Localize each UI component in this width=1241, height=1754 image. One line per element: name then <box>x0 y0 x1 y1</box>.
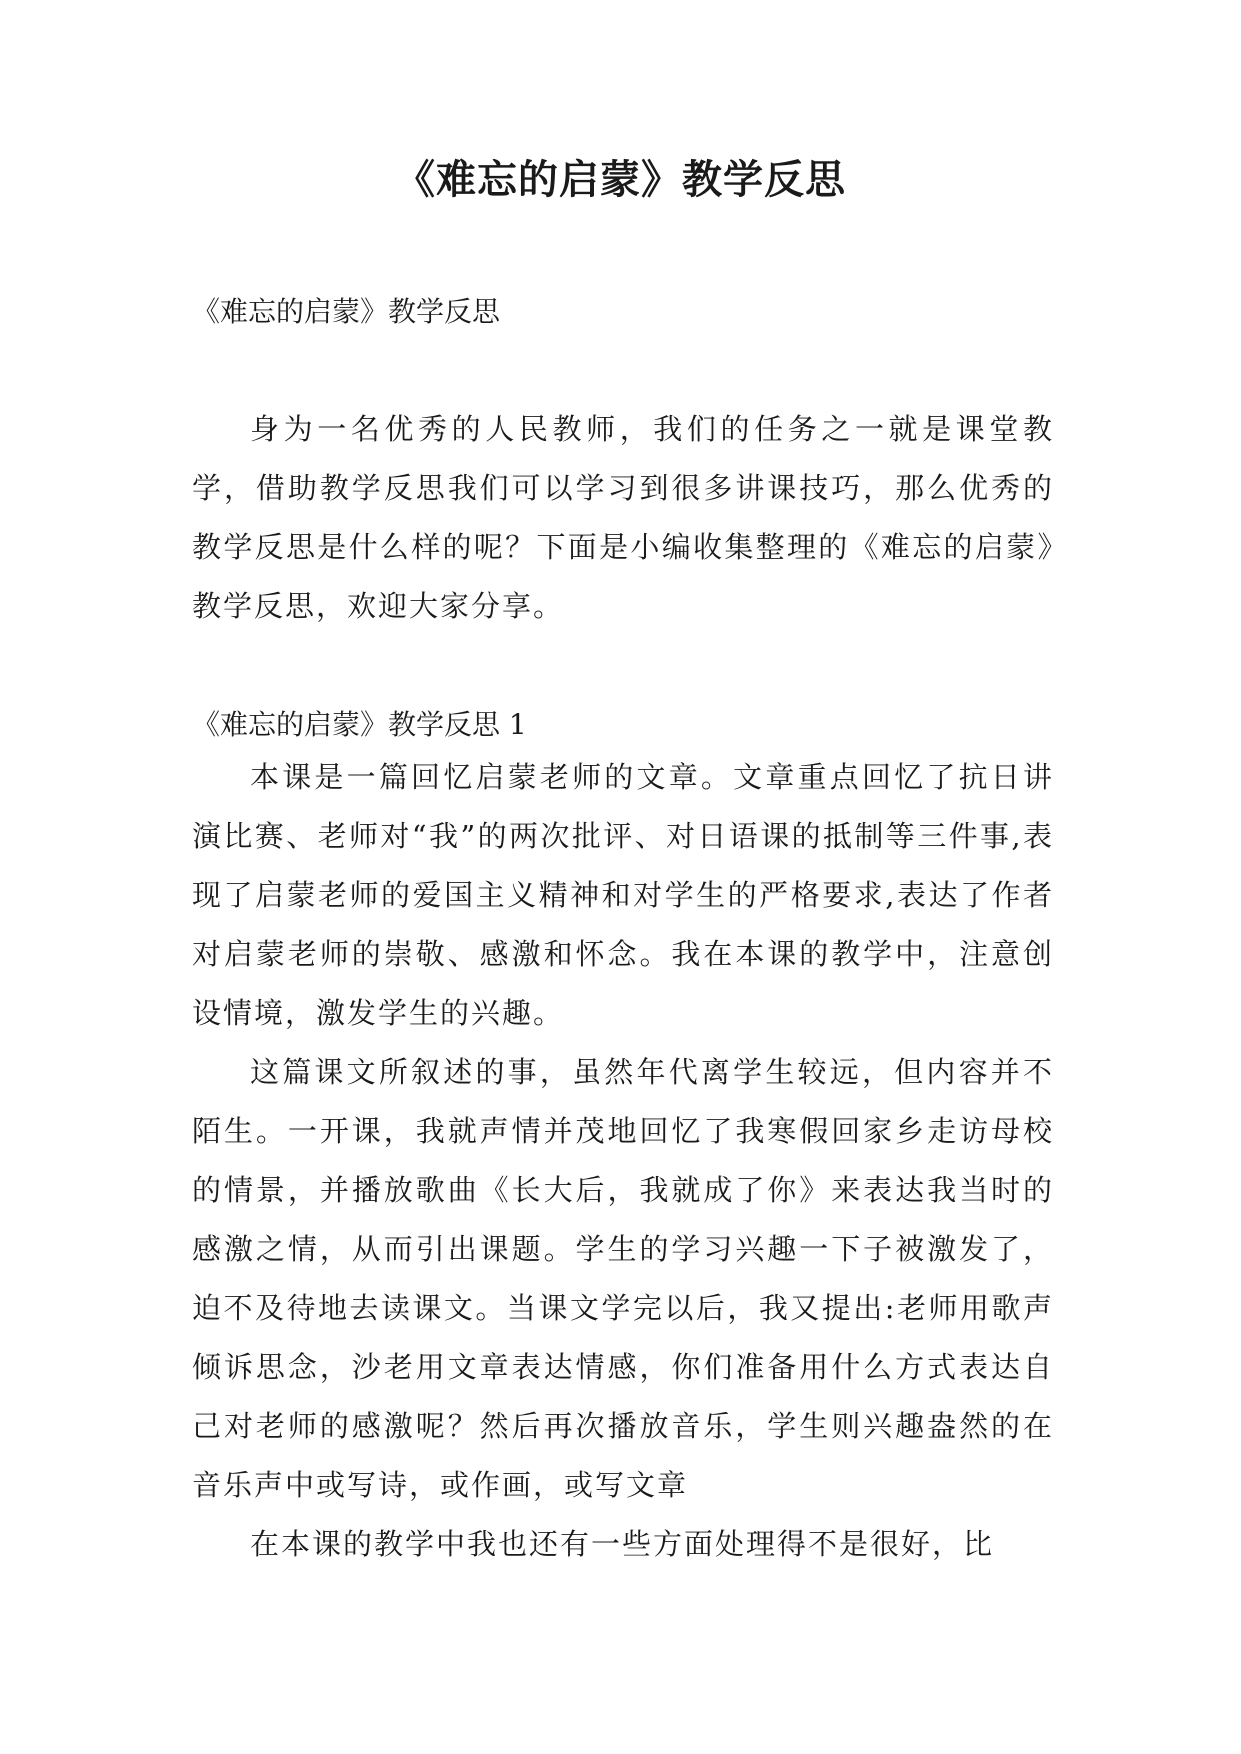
section-body <box>192 748 1054 1574</box>
document-subtitle: 《难忘的启蒙》教学反思 <box>192 295 501 328</box>
body-paragraph-2: 这篇课文所叙述的事，虽然年代离学生较远，但内容并不陌生。一开课，我就声情并茂地回忆了我寒假回家乡走访母校的情景，并播放歌曲《长大后，我就成了你》来表达我当时的感激之情，从而引出课题。学生的学习兴趣一下子被激发了，迫不及待地去读课文。当课文学完以后，我又提出:老师用歌声倾诉思念，沙老用文章表达情感，你们准备用什么方式表达自己对老师的感激呢？然后再次播放音乐，学生则兴趣盎然的在音乐声中或写诗，或作画，或写文章 <box>192 1055 1054 1502</box>
body-paragraph-1: 本课是一篇回忆启蒙老师的文章。文章重点回忆了抗日讲演比赛、老师对“我”的两次批评、对日语课的抵制等三件事,表现了启蒙老师的爱国主义精神和对学生的严格要求,表达了作者对启蒙老师的崇敬、感激和怀念。我在本课的教学中，注意创设情境，激发学生的兴趣。 <box>192 760 1054 1030</box>
body-paragraph-3: 在本课的教学中我也还有一些方面处理得不是很好，比 <box>250 1527 995 1561</box>
section-heading: 《难忘的启蒙》教学反思 1 <box>192 708 527 741</box>
intro-block <box>192 400 1054 636</box>
intro-paragraph: 身为一名优秀的人民教师，我们的任务之一就是课堂教学，借助教学反思我们可以学习到很多讲课技巧，那么优秀的教学反思是什么样的呢？下面是小编收集整理的《难忘的启蒙》教学反思，欢迎大家分享。 <box>192 412 1054 623</box>
document-title: 《难忘的启蒙》教学反思 <box>395 157 846 203</box>
